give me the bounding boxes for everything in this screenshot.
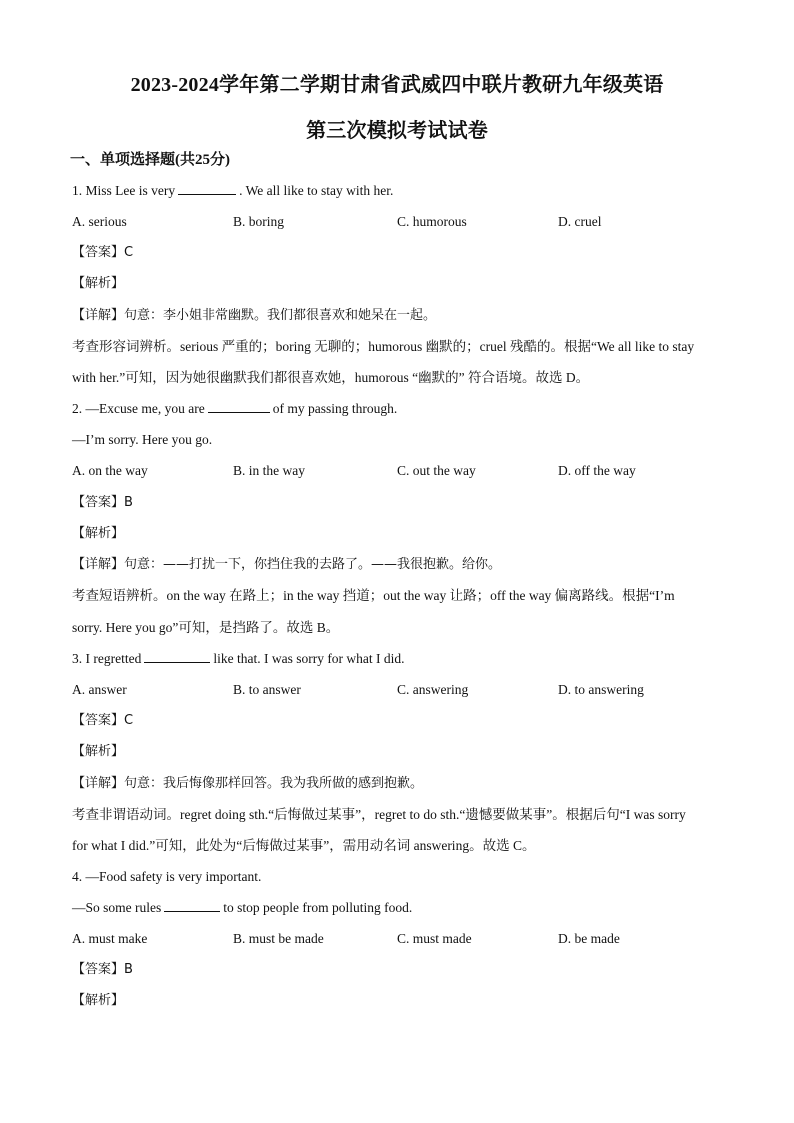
- question-4-response: [72, 898, 412, 918]
- question-3-stem-before: 3. I regretted: [72, 651, 142, 666]
- answer-blank: [144, 650, 210, 663]
- question-1-stem: [72, 181, 393, 201]
- q1-explain-line1: 考查形容词辨析。serious 严重的；boring 无聊的；humorous 幽默的；cruel 残酷的。根据“We all like to stay: [72, 339, 695, 354]
- answer-blank: [208, 400, 270, 413]
- question-4-stem-after: to stop people from polluting food.: [223, 900, 413, 915]
- q1-answer: 【答案】C: [72, 245, 134, 260]
- q2-option-c: C. out the way: [397, 463, 476, 478]
- q4-analysis-label: 【解析】: [72, 993, 125, 1008]
- q1-option-b: B. boring: [233, 214, 285, 229]
- question-4-stem: 4. —Food safety is very important.: [72, 869, 262, 884]
- q1-detail: 【详解】句意：李小姐非常幽默。我们都很喜欢和她呆在一起。: [72, 308, 437, 323]
- question-2-stem-after: of my passing through.: [272, 401, 398, 416]
- section-heading: 一、单项选择题(共25分): [70, 152, 230, 168]
- q3-answer: 【答案】C: [72, 713, 134, 728]
- q2-explain-line1: 考查短语辨析。on the way 在路上；in the way 挡道；out the way 让路；off the way 偏离路线。根据“I’m: [72, 588, 675, 603]
- q1-explain-line2: with her.”可知，因为她很幽默我们都很喜欢她，humorous “幽默的” 符合语境。故选 D。: [72, 370, 590, 385]
- q3-explain-line1: 考查非谓语动词。regret doing sth.“后悔做过某事”，regret to do sth.“遗憾要做某事”。根据后句“I was sorry: [72, 807, 686, 822]
- q4-option-b: B. must be made: [233, 931, 324, 946]
- q1-option-d: D. cruel: [558, 214, 602, 229]
- q4-option-a: A. must make: [72, 931, 148, 946]
- q2-detail: 【详解】句意：——打扰一下，你挡住我的去路了。——我很抱歉。给你。: [72, 557, 502, 572]
- question-1-stem-after: . We all like to stay with her.: [239, 183, 394, 198]
- q2-option-b: B. in the way: [233, 463, 305, 478]
- q4-option-c: C. must made: [397, 931, 472, 946]
- question-2-stem: [72, 399, 397, 419]
- question-4-stem-before: —So some rules: [72, 900, 162, 915]
- q3-explain-line2: for what I did.”可知，此处为“后悔做过某事”，需用动名词 answering。故选 C。: [72, 838, 536, 853]
- q3-option-c: C. answering: [397, 682, 469, 697]
- question-3-stem: [72, 649, 405, 669]
- q2-option-d: D. off the way: [558, 463, 636, 478]
- q4-answer: 【答案】B: [72, 962, 133, 977]
- q3-option-b: B. to answer: [233, 682, 301, 697]
- q1-analysis-label: 【解析】: [72, 276, 125, 291]
- q3-detail: 【详解】句意：我后悔像那样回答。我为我所做的感到抱歉。: [72, 776, 424, 791]
- q3-analysis-label: 【解析】: [72, 744, 125, 759]
- q3-option-d: D. to answering: [558, 682, 644, 697]
- q2-option-a: A. on the way: [72, 463, 148, 478]
- q2-answer: 【答案】B: [72, 495, 133, 510]
- exam-title-line2: 第三次模拟考试试卷: [306, 120, 488, 142]
- q1-option-a: A. serious: [72, 214, 127, 229]
- question-3-stem-after: like that. I was sorry for what I did.: [213, 651, 405, 666]
- answer-blank: [178, 182, 236, 195]
- q2-explain-line2: sorry. Here you go”可知，是挡路了。故选 B。: [72, 620, 340, 635]
- q4-option-d: D. be made: [558, 931, 620, 946]
- answer-blank: [164, 899, 220, 912]
- question-1-stem-before: 1. Miss Lee is very: [72, 183, 176, 198]
- q1-option-c: C. humorous: [397, 214, 467, 229]
- question-2-response: —I’m sorry. Here you go.: [72, 432, 213, 447]
- exam-title-line1: 2023-2024学年第二学期甘肃省武威四中联片教研九年级英语: [130, 74, 664, 96]
- q3-option-a: A. answer: [72, 682, 127, 697]
- q2-analysis-label: 【解析】: [72, 526, 125, 541]
- question-2-stem-before: 2. —Excuse me, you are: [72, 401, 205, 416]
